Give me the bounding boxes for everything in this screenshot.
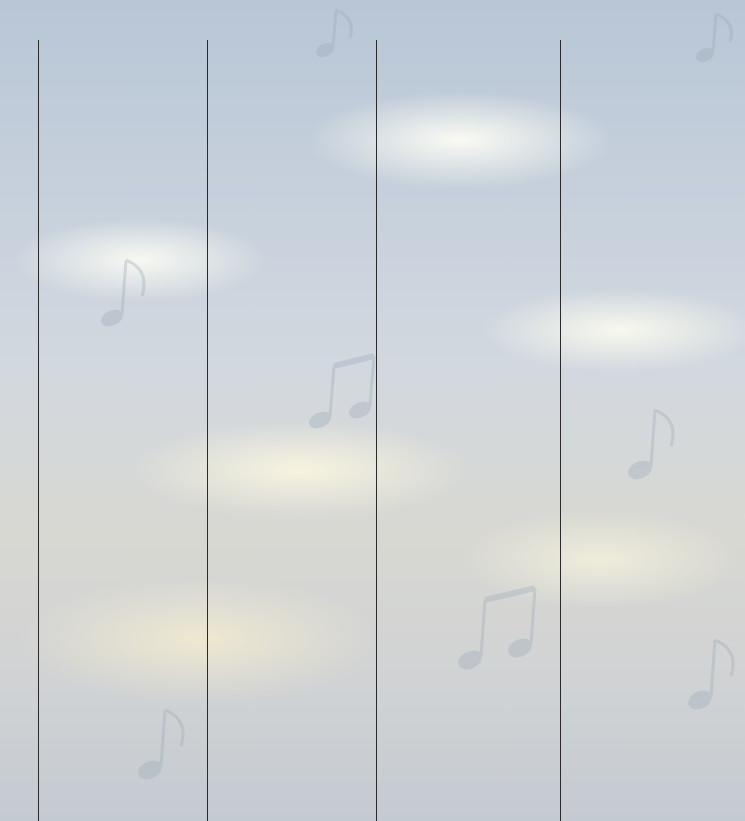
column-divider [376, 40, 377, 821]
column-divider [560, 40, 561, 821]
column-divider [207, 40, 208, 821]
music-note-icon [136, 710, 183, 782]
music-note-icon [626, 410, 673, 482]
music-note-icon [99, 260, 144, 329]
music-note-icon [456, 588, 535, 672]
column-divider [38, 40, 39, 821]
music-note-icon [307, 356, 374, 431]
column-header-row [0, 40, 745, 66]
music-note-icon [686, 640, 733, 712]
